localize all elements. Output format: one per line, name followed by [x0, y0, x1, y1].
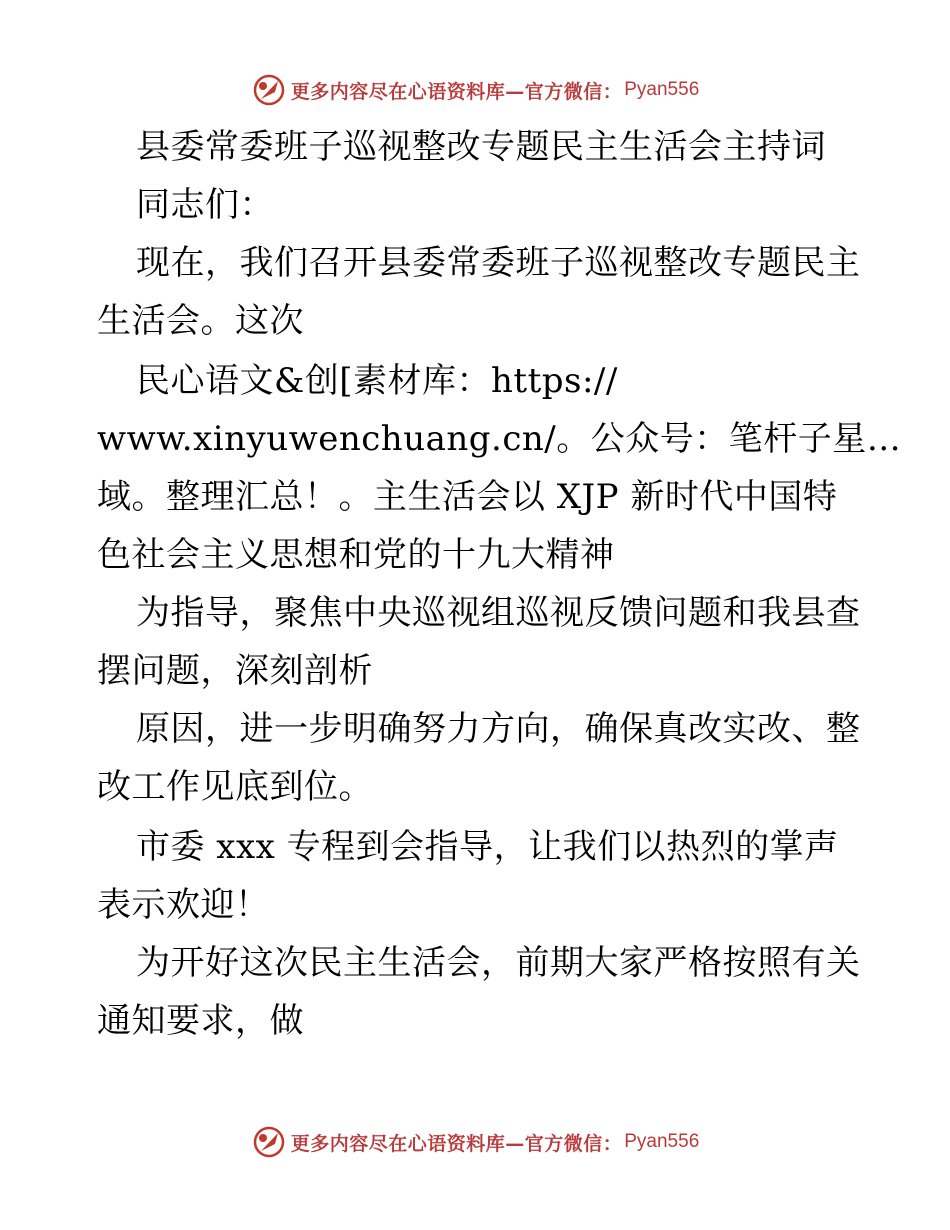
- paragraph-line: 通知要求，做: [97, 1001, 304, 1041]
- paragraph-line: 域。整理汇总！。主生活会以 XJP 新时代中国特: [97, 477, 838, 517]
- paragraph-line: 原因，进一步明确努力方向，确保真改实改、整: [136, 709, 861, 749]
- paragraph-line: 表示欢迎！: [97, 885, 270, 925]
- watermark-text: 更多内容尽在心语资料库—官方微信：: [290, 80, 623, 103]
- footer-watermark: [0, 1124, 950, 1160]
- paragraph-line: 为指导，聚焦中央巡视组巡视反馈问题和我县查: [136, 593, 861, 633]
- paragraph-line: 色社会主义思想和党的十九大精神: [97, 535, 615, 575]
- header-watermark: [0, 72, 950, 108]
- paragraph-line: 现在，我们召开县委常委班子巡视整改专题民主: [136, 243, 861, 283]
- paragraph-line: 为开好这次民主生活会，前期大家严格按照有关: [136, 943, 861, 983]
- paragraph-line: 市委 xxx 专程到会指导，让我们以热烈的掌声: [136, 827, 839, 867]
- paragraph-line: www.xinyuwenchuang.cn/。公众号：笔杆子星…: [97, 419, 902, 459]
- paragraph-line: 改工作见底到位。: [97, 767, 373, 807]
- document-title: 县委常委班子巡视整改专题民主生活会主持词: [136, 127, 826, 167]
- watermark-id: Pyan556: [624, 79, 700, 100]
- salutation: 同志们：: [136, 185, 274, 225]
- quill-pen-logo-icon: [251, 72, 287, 108]
- watermark-id: Pyan556: [624, 1131, 700, 1152]
- quill-pen-logo-icon: [251, 1124, 287, 1160]
- paragraph-line: 摆问题，深刻剖析: [97, 651, 373, 691]
- watermark-text: 更多内容尽在心语资料库—官方微信：: [290, 1132, 623, 1155]
- paragraph-line: 民心语文&创[素材库：https://: [136, 361, 618, 401]
- paragraph-line: 生活会。这次: [97, 301, 304, 341]
